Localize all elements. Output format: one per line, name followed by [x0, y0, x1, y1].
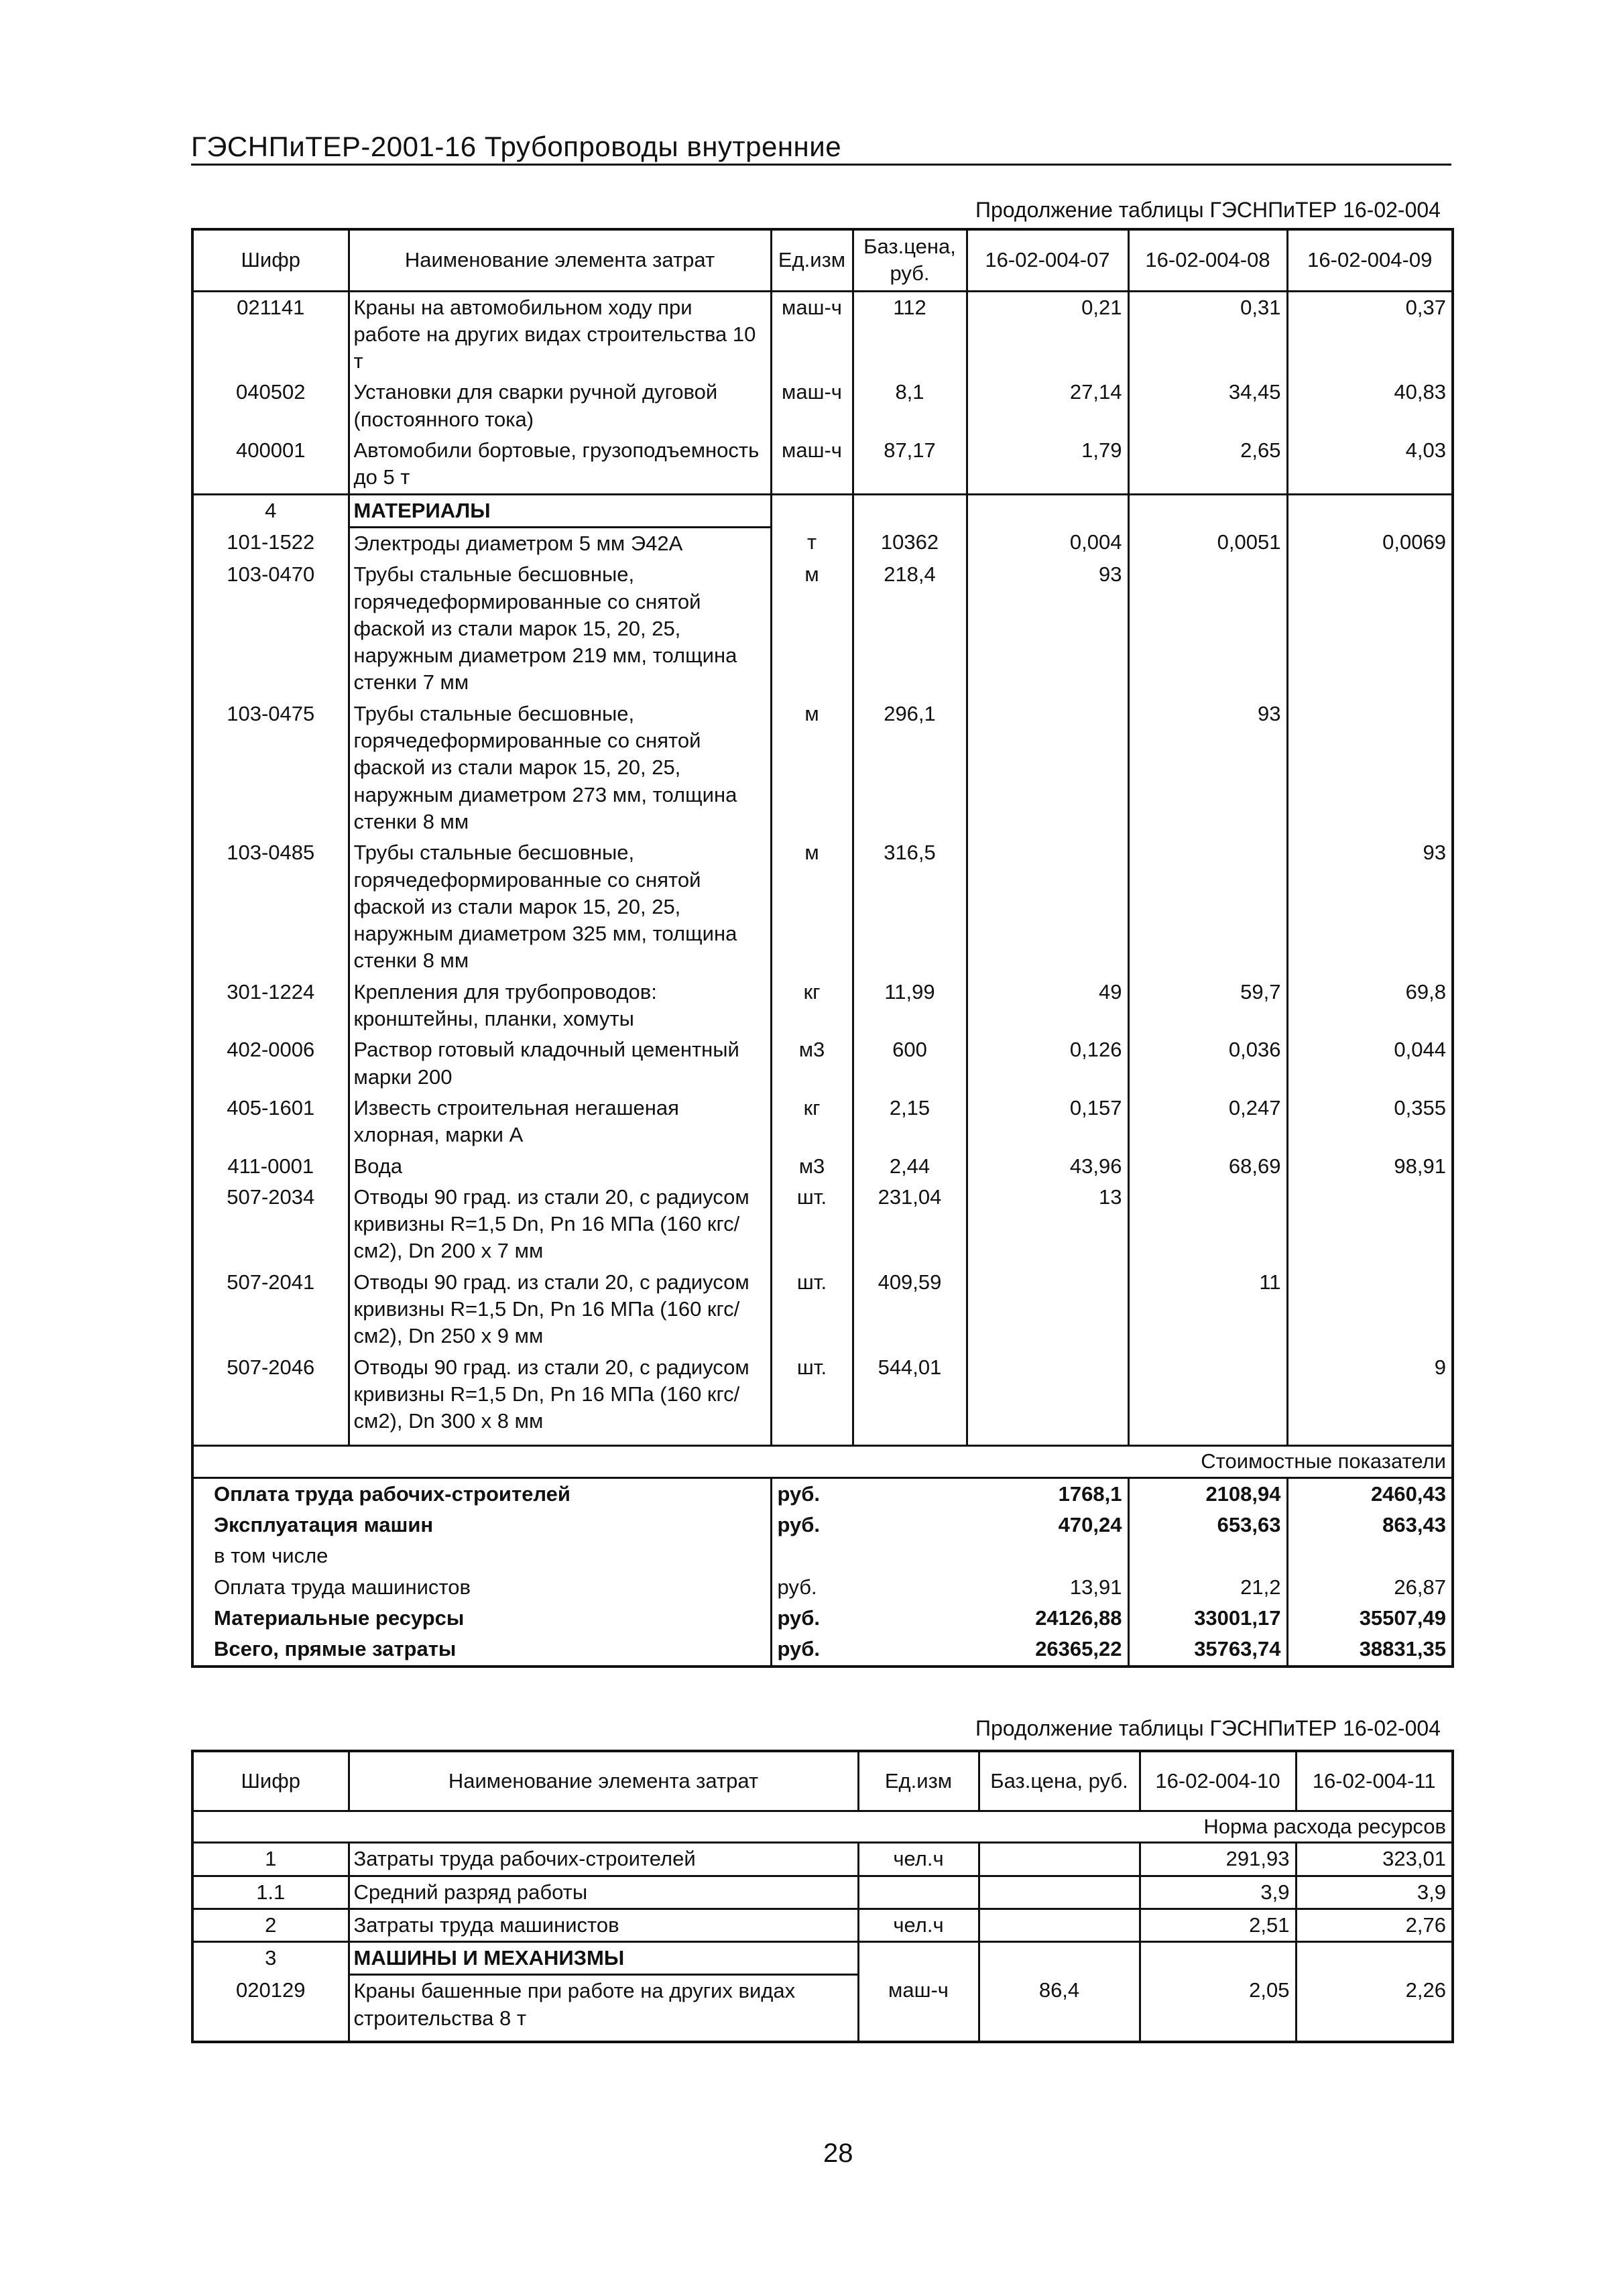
section-code: 3: [192, 1942, 349, 1975]
totals-name: Всего, прямые затраты: [214, 1637, 457, 1661]
table-row: [192, 527, 1453, 559]
totals-row: [192, 1477, 1453, 1510]
row-unit: шт.: [771, 1352, 853, 1437]
row-value-08: [1128, 559, 1287, 698]
totals-value-09: 26,87: [1394, 1575, 1446, 1599]
totals-row: [192, 1572, 1453, 1603]
row-value-07: 43,96: [967, 1151, 1128, 1182]
row-value-07: 49: [967, 977, 1128, 1035]
row-value-08: 0,31: [1128, 291, 1287, 377]
totals-value-07: 24126,88: [967, 1603, 1128, 1634]
row-value-09: [1287, 1182, 1453, 1267]
row-name: Крепления для трубопроводов: кронштейны, планки, хомуты: [349, 977, 771, 1035]
totals-value-09: 38831,35: [1359, 1637, 1446, 1661]
row-value-11: 2,26: [1296, 1975, 1453, 2034]
row-price: 296,1: [853, 699, 967, 837]
totals-unit: руб.: [771, 1634, 967, 1666]
empty-cell: [192, 2034, 349, 2042]
row-name: Отводы 90 град. из стали 20, с радиусом кривизны R=1,5 Dn, Pn 16 МПа (160 кгс/см2), Dn 200 x 7 мм: [349, 1182, 771, 1267]
table-row: [192, 837, 1453, 976]
col-header-name: Наименование элемента затрат: [349, 229, 771, 291]
table-row: [192, 1352, 1453, 1437]
row-price: 10362: [853, 527, 967, 559]
col-header-price: Баз.цена, руб.: [853, 229, 967, 291]
totals-row: [192, 1634, 1453, 1666]
row-name: Вода: [349, 1151, 771, 1182]
row-price: 409,59: [853, 1267, 967, 1352]
row-name: Трубы стальные бесшовные, горячедеформированные со снятой фаской из стали марок 15, 20, 25, наружным диаметром 325 мм, толщина стенки 8 мм: [349, 837, 771, 976]
col-header-code: Шифр: [192, 229, 349, 291]
row-code: 411-0001: [192, 1151, 349, 1182]
row-unit: шт.: [771, 1267, 853, 1352]
col-header-norm-10: 16-02-004-10: [1140, 1751, 1296, 1811]
row-value-08: 68,69: [1128, 1151, 1287, 1182]
row-value-07: [967, 1267, 1128, 1352]
table1-caption: Продолжение таблицы ГЭСНПиТЕР 16-02-004: [975, 198, 1441, 222]
row-value-10: 291,93: [1140, 1843, 1296, 1876]
row-value-08: [1128, 1182, 1287, 1267]
row-value-07: 0,157: [967, 1093, 1128, 1151]
col-header-norm-09: 16-02-004-09: [1287, 229, 1453, 291]
norm-banner: Норма расхода ресурсов: [192, 1811, 1453, 1843]
row-unit: м: [771, 559, 853, 698]
row-unit: маш-ч: [858, 1975, 979, 2034]
row-value-07: 1,79: [967, 435, 1128, 494]
table-row: [192, 1267, 1453, 1352]
empty-cell: [349, 2034, 858, 2042]
section-title: МАТЕРИАЛЫ: [349, 494, 771, 527]
row-name: Затраты труда машинистов: [349, 1909, 858, 1941]
row-unit: м3: [771, 1034, 853, 1093]
totals-unit: руб.: [771, 1603, 967, 1634]
totals-row: [192, 1540, 1453, 1571]
totals-row: [192, 1510, 1453, 1540]
row-name: Средний разряд работы: [349, 1876, 858, 1909]
row-value-09: [1287, 1267, 1453, 1352]
col-header-unit: Ед.изм: [858, 1751, 979, 1811]
row-name: Краны на автомобильном ходу при работе на других видах строительства 10 т: [349, 291, 771, 377]
row-name: Трубы стальные бесшовные, горячедеформированные со снятой фаской из стали марок 15, 20, 25, наружным диаметром 219 мм, толщина стенки 7 мм: [349, 559, 771, 698]
row-price: 231,04: [853, 1182, 967, 1267]
row-code: 400001: [192, 435, 349, 494]
totals-value-08: 21,2: [1128, 1572, 1287, 1603]
row-value-07: 27,14: [967, 377, 1128, 435]
empty-cell: [979, 1942, 1140, 1975]
col-header-unit: Ед.изм: [771, 229, 853, 291]
row-price: 316,5: [853, 837, 967, 976]
spacer-row: [192, 1437, 1453, 1446]
row-value-09: 0,0069: [1287, 527, 1453, 559]
row-code: 2: [192, 1909, 349, 1941]
row-code: 405-1601: [192, 1093, 349, 1151]
empty-cell: [1287, 494, 1453, 527]
col-header-norm-07: 16-02-004-07: [967, 229, 1128, 291]
table-row: [192, 1151, 1453, 1182]
totals-name: Материальные ресурсы: [214, 1606, 465, 1630]
norm-banner-row: [192, 1811, 1453, 1843]
table-row: [192, 1876, 1453, 1909]
table-row: [192, 1034, 1453, 1093]
row-code: 040502: [192, 377, 349, 435]
table-row: [192, 1182, 1453, 1267]
totals-unit: руб.: [771, 1477, 967, 1510]
row-value-08: 59,7: [1128, 977, 1287, 1035]
row-value-07: 0,004: [967, 527, 1128, 559]
totals-unit: руб.: [771, 1572, 967, 1603]
row-unit: кг: [771, 1093, 853, 1151]
row-value-08: 0,247: [1128, 1093, 1287, 1151]
table2-caption: Продолжение таблицы ГЭСНПиТЕР 16-02-004: [975, 1716, 1441, 1740]
row-value-11: 2,76: [1296, 1909, 1453, 1941]
document-header-title: ГЭСНПиТЕР-2001-16 Трубопроводы внутренние: [191, 131, 842, 162]
col-header-norm-08: 16-02-004-08: [1128, 229, 1287, 291]
row-name: Электроды диаметром 5 мм Э42А: [349, 527, 771, 559]
totals-name: Оплата труда рабочих-строителей: [214, 1482, 570, 1506]
row-unit: т: [771, 527, 853, 559]
page-number: 28: [823, 2138, 853, 2168]
row-price: 8,1: [853, 377, 967, 435]
row-price: 87,17: [853, 435, 967, 494]
row-value-08: 11: [1128, 1267, 1287, 1352]
row-code: 507-2041: [192, 1267, 349, 1352]
row-value-08: 2,65: [1128, 435, 1287, 494]
totals-value-08: 653,63: [1128, 1510, 1287, 1540]
row-unit: кг: [771, 977, 853, 1035]
row-price: 112: [853, 291, 967, 377]
cost-banner-row: [192, 1446, 1453, 1477]
section-row-materials: [192, 494, 1453, 527]
row-value-09: [1287, 699, 1453, 837]
row-name: Отводы 90 град. из стали 20, с радиусом кривизны R=1,5 Dn, Pn 16 МПа (160 кгс/см2), Dn 300 x 8 мм: [349, 1352, 771, 1437]
col-header-price: Баз.цена, руб.: [979, 1751, 1140, 1811]
row-price: [979, 1876, 1140, 1909]
empty-cell: [853, 494, 967, 527]
empty-cell: [858, 1942, 979, 1975]
row-value-09: 40,83: [1287, 377, 1453, 435]
row-value-07: [967, 1352, 1128, 1437]
empty-cell: [1128, 1437, 1287, 1446]
table2-header-row: [192, 1751, 1453, 1811]
totals-value-08: [1128, 1540, 1287, 1571]
row-code: 103-0470: [192, 559, 349, 698]
empty-cell: [1296, 1942, 1453, 1975]
row-name: Затраты труда рабочих-строителей: [349, 1843, 858, 1876]
row-price: [979, 1843, 1140, 1876]
totals-value-09: [1287, 1540, 1453, 1571]
empty-cell: [1287, 1437, 1453, 1446]
table-row: [192, 1975, 1453, 2034]
row-value-09: [1287, 559, 1453, 698]
row-value-09: 69,8: [1287, 977, 1453, 1035]
row-name: Раствор готовый кладочный цементный марки 200: [349, 1034, 771, 1093]
row-value-10: 2,51: [1140, 1909, 1296, 1941]
empty-cell: [967, 494, 1128, 527]
row-code: 103-0485: [192, 837, 349, 976]
row-value-08: 0,036: [1128, 1034, 1287, 1093]
table-row: [192, 377, 1453, 435]
cost-indicators-banner: Стоимостные показатели: [192, 1446, 1453, 1477]
row-value-07: [967, 699, 1128, 837]
row-code: 020129: [192, 1975, 349, 2034]
totals-value-07: 470,24: [967, 1510, 1128, 1540]
totals-name: Оплата труда машинистов: [214, 1575, 471, 1599]
row-unit: маш-ч: [771, 435, 853, 494]
totals-unit: руб.: [771, 1510, 967, 1540]
empty-cell: [1128, 494, 1287, 527]
table1-header-row: [192, 229, 1453, 291]
section-code: 4: [192, 494, 349, 527]
resource-table-1: [191, 228, 1454, 1668]
row-name: Установки для сварки ручной дуговой (постоянного тока): [349, 377, 771, 435]
table-row: [192, 1909, 1453, 1941]
row-unit: шт.: [771, 1182, 853, 1267]
row-price: [979, 1909, 1140, 1941]
row-code: 507-2034: [192, 1182, 349, 1267]
row-value-07: 13: [967, 1182, 1128, 1267]
row-value-08: [1128, 837, 1287, 976]
row-value-08: [1128, 1352, 1287, 1437]
totals-value-07: 13,91: [967, 1572, 1128, 1603]
section-row-machines: [192, 1942, 1453, 1975]
row-unit: маш-ч: [771, 377, 853, 435]
header-rule: [191, 164, 1451, 166]
totals-value-08: 33001,17: [1128, 1603, 1287, 1634]
row-price: 2,44: [853, 1151, 967, 1182]
table-row: [192, 1093, 1453, 1151]
row-unit: м: [771, 699, 853, 837]
row-unit: маш-ч: [771, 291, 853, 377]
row-price: 2,15: [853, 1093, 967, 1151]
empty-cell: [771, 494, 853, 527]
col-header-norm-11: 16-02-004-11: [1296, 1751, 1453, 1811]
row-code: 103-0475: [192, 699, 349, 837]
table-row: [192, 291, 1453, 377]
table-row: [192, 435, 1453, 494]
row-value-09: 0,37: [1287, 291, 1453, 377]
empty-cell: [979, 2034, 1140, 2042]
empty-cell: [853, 1437, 967, 1446]
table-row: [192, 559, 1453, 698]
row-value-09: 9: [1287, 1352, 1453, 1437]
row-price: 600: [853, 1034, 967, 1093]
row-name: Трубы стальные бесшовные, горячедеформированные со снятой фаской из стали марок 15, 20, 25, наружным диаметром 273 мм, толщина стенки 8 мм: [349, 699, 771, 837]
row-code: 301-1224: [192, 977, 349, 1035]
row-value-09: 0,355: [1287, 1093, 1453, 1151]
totals-value-08: 2108,94: [1128, 1477, 1287, 1510]
row-unit: чел.ч: [858, 1843, 979, 1876]
row-value-07: 0,21: [967, 291, 1128, 377]
table-row: [192, 977, 1453, 1035]
empty-cell: [1296, 2034, 1453, 2042]
totals-value-09: 35507,49: [1359, 1606, 1446, 1630]
row-name: Автомобили бортовые, грузоподъемность до 5 т: [349, 435, 771, 494]
row-value-10: 3,9: [1140, 1876, 1296, 1909]
totals-value-07: [967, 1540, 1128, 1571]
row-value-07: 0,126: [967, 1034, 1128, 1093]
totals-value-07: 1768,1: [967, 1477, 1128, 1510]
empty-cell: [349, 1437, 771, 1446]
row-value-08: 93: [1128, 699, 1287, 837]
row-name: Отводы 90 град. из стали 20, с радиусом кривизны R=1,5 Dn, Pn 16 МПа (160 кгс/см2), Dn 250 x 9 мм: [349, 1267, 771, 1352]
row-value-11: 3,9: [1296, 1876, 1453, 1909]
row-price: 218,4: [853, 559, 967, 698]
totals-value-09: 2460,43: [1370, 1482, 1446, 1506]
row-value-09: 4,03: [1287, 435, 1453, 494]
row-value-10: 2,05: [1140, 1975, 1296, 2034]
empty-cell: [1140, 1942, 1296, 1975]
row-value-09: 98,91: [1287, 1151, 1453, 1182]
totals-value-09: 863,43: [1382, 1513, 1446, 1537]
row-value-09: 0,044: [1287, 1034, 1453, 1093]
table-row: [192, 1843, 1453, 1876]
row-code: 507-2046: [192, 1352, 349, 1437]
empty-cell: [858, 2034, 979, 2042]
row-name: Краны башенные при работе на других видах строительства 8 т: [349, 1975, 858, 2034]
resource-table-2: [191, 1750, 1454, 2043]
table-row: [192, 699, 1453, 837]
empty-cell: [1140, 2034, 1296, 2042]
row-value-08: 0,0051: [1128, 527, 1287, 559]
row-name: Известь строительная негашеная хлорная, марки А: [349, 1093, 771, 1151]
col-header-code: Шифр: [192, 1751, 349, 1811]
col-header-name: Наименование элемента затрат: [349, 1751, 858, 1811]
row-value-09: 93: [1287, 837, 1453, 976]
row-value-07: [967, 837, 1128, 976]
row-price: 86,4: [979, 1975, 1140, 2034]
row-price: 544,01: [853, 1352, 967, 1437]
totals-unit: [771, 1540, 967, 1571]
row-value-08: 34,45: [1128, 377, 1287, 435]
empty-cell: [192, 1437, 349, 1446]
row-code: 402-0006: [192, 1034, 349, 1093]
row-code: 021141: [192, 291, 349, 377]
totals-name: Эксплуатация машин: [214, 1513, 434, 1537]
totals-value-08: 35763,74: [1128, 1634, 1287, 1666]
totals-value-07: 26365,22: [967, 1634, 1128, 1666]
row-unit: м: [771, 837, 853, 976]
totals-row: [192, 1603, 1453, 1634]
section-title: МАШИНЫ И МЕХАНИЗМЫ: [349, 1942, 858, 1975]
row-value-07: 93: [967, 559, 1128, 698]
row-unit: чел.ч: [858, 1909, 979, 1941]
empty-cell: [771, 1437, 853, 1446]
spacer-row: [192, 2034, 1453, 2042]
row-code: 101-1522: [192, 527, 349, 559]
row-price: 11,99: [853, 977, 967, 1035]
row-code: 1: [192, 1843, 349, 1876]
row-code: 1.1: [192, 1876, 349, 1909]
empty-cell: [967, 1437, 1128, 1446]
row-unit: м3: [771, 1151, 853, 1182]
row-unit: [858, 1876, 979, 1909]
row-value-11: 323,01: [1296, 1843, 1453, 1876]
totals-name: в том числе: [214, 1544, 328, 1568]
